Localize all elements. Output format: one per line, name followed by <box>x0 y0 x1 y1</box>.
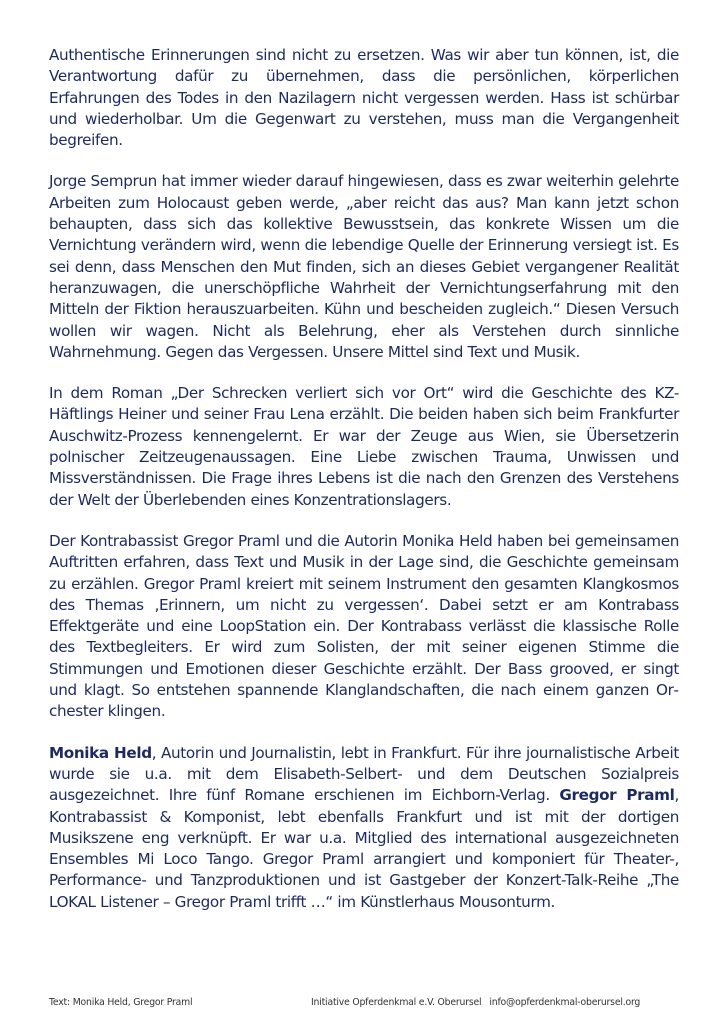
footer-email-link[interactable]: info@opferdenkmal-oberursel.org <box>489 997 641 1008</box>
paragraph-intro: Authentische Erinnerungen sind nicht zu ersetzen. Was wir aber tun können, ist, die Verantwortung dafür zu übernehmen, dass die persönlichen, körperlichen Erfahrungen des Todes in den Nazilagern nicht vergessen werden. Hass ist schürbar und wiederholbar. Um die Gegenwart zu verstehen, muss man die Vergangenheit begreifen. <box>49 46 679 150</box>
document-body <box>49 45 679 933</box>
paragraph-biographies <box>49 743 679 913</box>
paragraph-semprun: Jorge Semprun hat immer wieder darauf hingewiesen, dass es zwar weiterhin gelehrte Arbeiten zum Holocaust geben werde, „aber reicht das aus? Man kann jetzt schon behaupten, dass sich das kollektive Bewusstsein, das konkrete Wissen um die Vernichtung verändern wird, wenn die lebendige Quelle der Erinnerung versiegt ist. Es sei denn, dass Menschen den Mut finden, sich an dieses Gebiet vergangener Realität heranzuwagen, die unerschöpfliche Wahrheit der Vernichtungserfahrung mit den Mitteln der Fiktion herauszuarbeiten. Kühn und bescheiden zugleich.“ Diesen Versuch wollen wir wagen. Nicht als Belehrung, eher als Verstehen durch sinnliche Wahrnehmung. Gegen das Vergessen. Unsere Mittel sind Text und Musik. <box>49 172 679 361</box>
footer-contact <box>311 997 640 1008</box>
bio-text-gregor-praml: , Kontrabassist & Komponist, lebt ebenfalls Frankfurt und ist mit der dortigen Musikszene eng verknüpft. Er war u.a. Mitglied des international ausgezeichneten Ensembles Mi Loco Tango. Gregor Praml arrangiert und komponiert für Theater-, Performance- und Tanzproduktionen und ist Gastgeber der Konzert-Talk-Reihe „The LOKAL Listener – Gregor Praml trifft …“ im Künstlerhaus Mousonturm. <box>49 786 679 911</box>
bio-name-monika-held: Monika Held <box>49 743 152 762</box>
paragraph-performance: Der Kontrabassist Gregor Praml und die Autorin Monika Held haben bei gemeinsamen Auftritten erfahren, dass Text und Musik in der Lage sind, die Geschichte gemeinsam zu erzählen. Gregor Praml kreiert mit seinem Instrument den gesamten Klangkosmos des Themas ‚Erinnern, um nicht zu vergessen‘. Dabei setzt er am Kontrabass Effektgeräte und eine LoopStation ein. Der Kontrabass verlässt die klassische Rolle des Textbegleiters. Er wird zum Solisten, der mit seiner eigenen Stimme die Stimmungen und Emotionen dieser Geschichte erzählt. Der Bass grooved, er singt und klagt. So entstehen spannende Klanglandschaften, die nach einem ganzen Orchester klingen. <box>49 531 679 721</box>
bio-text-monika-held: , Autorin und Journalistin, lebt in Frankfurt. Für ihre journalistische Arbeit wurde sie u.a. mit dem Elisabeth-Selbert- und dem Deutschen Sozialpreis ausgezeichnet. Ihre fünf Romane erschienen im Eichborn-Verlag. <box>49 743 679 805</box>
footer-credits: Text: Monika Held, Gregor Praml <box>49 997 193 1008</box>
bio-name-gregor-praml: Gregor Praml <box>559 786 675 805</box>
page-footer <box>49 997 679 1011</box>
paragraph-novel: In dem Roman „Der Schrecken verliert sich vor Ort“ wird die Geschichte des KZ-Häftlings Heiner und seiner Frau Lena erzählt. Die beiden haben sich beim Frankfurter Auschwitz-Prozess kennengelernt. Er war der Zeuge aus Wien, sie Übersetzerin polnischer Zeitzeugenaussagen. Eine Liebe zwischen Trauma, Unwissen und Missverständnissen. Die Frage ihres Lebens ist die nach den Grenzen des Verstehens der Welt der Überlebenden eines Konzentrationslagers. <box>49 384 679 509</box>
footer-organization: Initiative Opferdenkmal e.V. Oberursel <box>311 997 482 1008</box>
